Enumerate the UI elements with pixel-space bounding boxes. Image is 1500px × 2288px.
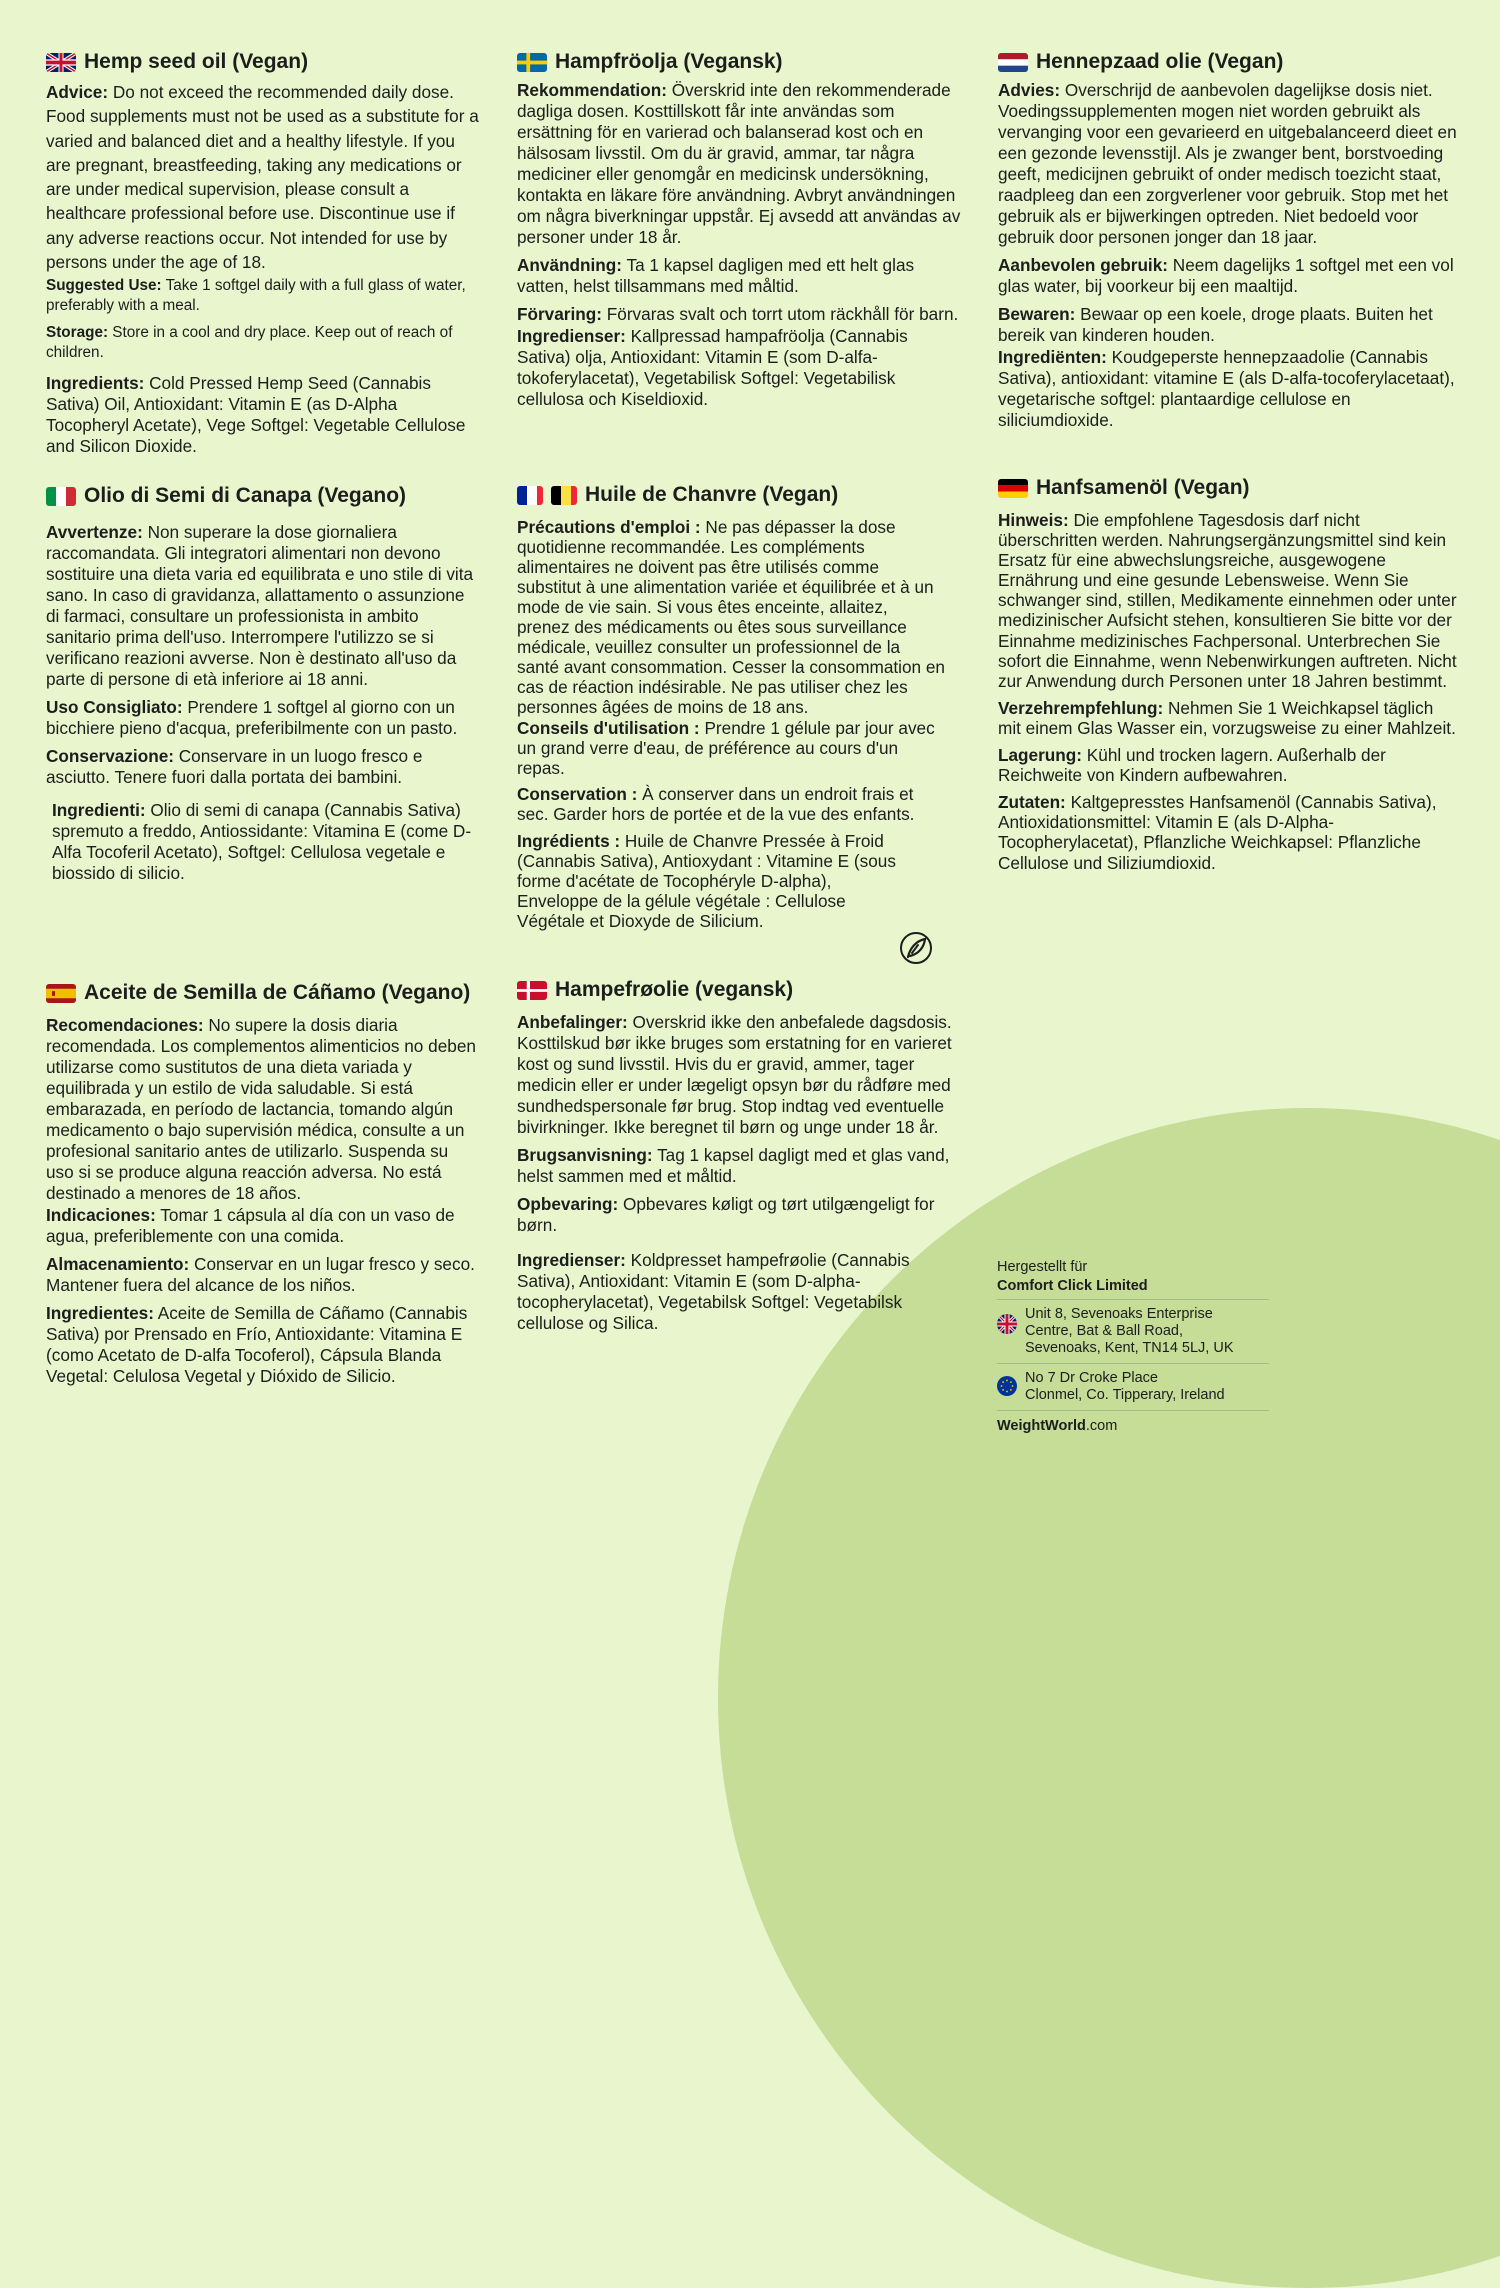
suggested-use-paragraph: Indicaciones: Tomar 1 cápsula al día con un vaso de agua, preferiblemente con una comida.	[46, 1205, 455, 1246]
storage-paragraph: Bewaren: Bewaar op een koele, droge plaats. Buiten het bereik van kinderen houden.	[998, 304, 1433, 345]
spain-flag-icon	[46, 984, 76, 1003]
section-title: Hennepzaad olie (Vegan)	[1036, 50, 1284, 73]
ingredients-paragraph: Ingrédients : Huile de Chanvre Pressée à Froid (Cannabis Sativa), Antioxydant : Vitamine E (sous forme d'acétate de Tocophéryle D-alpha), Enveloppe de la gélule végétale : Cellulose Végétale et Dioxyde de Silicium.	[517, 831, 896, 931]
suggested-use-paragraph: Verzehrempfehlung: Nehmen Sie 1 Weichkapsel täglich mit einem Glas Wasser ein, vorzugsweise zu einer Mahlzeit.	[998, 697, 1456, 738]
advice-paragraph: Advice: Do not exceed the recommended daily dose. Food supplements must not be used as a substitute for a varied and balanced diet and a healthy lifestyle. If you are pregnant, breastfeeding, taking any medications or are under medical supervision, please consult a healthcare professional before use. Discontinue use if any adverse reactions occur. Not intended for use by persons under the age of 18.	[46, 82, 479, 273]
ingredients-paragraph: Ingrediënten: Koudgeperste hennepzaadolie (Cannabis Sativa), antioxidant: vitamine E (als D-alfa-tocoferylacetaat), vegetarische softgel: plantaardige cellulose en siliciumdioxide.	[998, 347, 1455, 430]
advice-paragraph: Recomendaciones: No supere la dosis diaria recomendada. Los complementos alimenticios no deben utilizarse como sustitutos de una dieta variada y equilibrada y un estilo de vida saludable. Si está embarazada, en período de lactancia, tomando algún medicamento o bajo supervisión médica, consulte a un profesional sanitario antes de utilizarlo. Suspenda su uso si se produce alguna reacción adversa. No está destinado a menores de 18 años.	[46, 1015, 476, 1203]
made-for-label: Hergestellt für	[997, 1259, 1088, 1275]
storage-paragraph: Conservazione: Conservare in un luogo fresco e asciutto. Tenere fuori dalla portata dei bambini.	[46, 746, 423, 787]
ingredients-paragraph: Ingredienti: Olio di semi di canapa (Cannabis Sativa) spremuto a freddo, Antiossidante: Vitamina E (come D-Alfa Tocoferil Acetato), Softgel: Cellulosa vegetale e biossido di silicio.	[52, 800, 472, 883]
italy-flag-icon	[46, 487, 76, 506]
germany-flag-icon	[998, 479, 1028, 498]
eu-flag-icon	[997, 1376, 1017, 1396]
denmark-flag-icon	[517, 981, 547, 1000]
advice-paragraph: Anbefalinger: Overskrid ikke den anbefalede dagsdosis. Kosttilskud bør ikke bruges som erstatning for en varieret kost og sund livsstil. Hvis du er gravid, ammer, tager medicin eller er under lægeligt opsyn bør du rådføre med sundhedspersonale før brug. Stop indtag ved eventuelle bivirkninger. Ikke beregnet til børn og unge under 18 år.	[517, 1012, 952, 1137]
netherlands-flag-icon	[998, 53, 1028, 72]
section-german	[998, 476, 1458, 880]
storage-paragraph: Lagerung: Kühl und trocken lagern. Außerhalb der Reichweite von Kindern aufbewahren.	[998, 745, 1386, 786]
section-italian	[46, 484, 476, 891]
section-title: Hemp seed oil (Vegan)	[84, 50, 309, 73]
storage-paragraph: Förvaring: Förvaras svalt och torrt utom räckhåll för barn.	[517, 304, 959, 324]
france-flag-icon	[517, 486, 543, 505]
section-title: Olio di Semi di Canapa (Vegano)	[84, 484, 407, 507]
manufacturer-block	[997, 1258, 1269, 1436]
storage-paragraph: Almacenamiento: Conservar en un lugar fresco y seco. Mantener fuera del alcance de los niños.	[46, 1254, 475, 1295]
section-title: Hanfsamenöl (Vegan)	[1036, 476, 1250, 499]
storage-paragraph: Conservation : À conserver dans un endroit frais et sec. Garder hors de portée et de la vue des enfants.	[517, 784, 915, 824]
section-title: Hampefrøolie (vegansk)	[555, 978, 794, 1001]
ingredients-paragraph: Ingredientes: Aceite de Semilla de Cáñamo (Cannabis Sativa) por Prensado en Frío, Antioxidante: Vitamina E (como Acetato de D-alfa Tocoferol), Cápsula Blanda Vegetal: Celulosa Vegetal y Dióxido de Silicio.	[46, 1303, 468, 1386]
ingredients-paragraph: Zutaten: Kaltgepresstes Hanfsamenöl (Cannabis Sativa), Antioxidationsmittel: Vitamin E (als D-Alpha-Tocopherylacetat), Pflanzliche Weichkapsel: Pflanzliche Cellulose und Siliziumdioxid.	[998, 792, 1437, 873]
suggested-use-paragraph: Conseils d'utilisation : Prendre 1 gélule par jour avec un grand verre d'eau, de préférence au cours d'un repas.	[517, 718, 935, 778]
ingredients-paragraph: Ingredienser: Koldpresset hampefrøolie (Cannabis Sativa), Antioxidant: Vitamin E (som D-alpha-tocopherylacetat), Vegetabilsk Softgel: Vegetabilsk cellulose og Silica.	[517, 1250, 910, 1333]
vegan-leaf-icon	[898, 930, 934, 966]
ingredients-paragraph: Ingredienser: Kallpressad hampafröolja (Cannabis Sativa) olja, Antioxidant: Vitamin E (som D-alfa-tokoferylacetat), Vegetabilisk Softgel: Vegetabilisk cellulosa och Kiseldioxid.	[517, 326, 908, 409]
section-danish	[517, 978, 965, 1341]
eu-address: No 7 Dr Croke Place Clonmel, Co. Tipperary, Ireland	[997, 1363, 1269, 1410]
suggested-use-paragraph: Användning: Ta 1 kapsel dagligen med ett helt glas vatten, helst tillsammans med måltid.	[517, 255, 915, 296]
storage-paragraph: Opbevaring: Opbevares køligt og tørt utilgængeligt for børn.	[517, 1194, 935, 1235]
website-link[interactable]: WeightWorld.com	[997, 1410, 1269, 1436]
section-dutch	[998, 50, 1458, 438]
advice-paragraph: Advies: Overschrijd de aanbevolen dagelijkse dosis niet. Voedingssupplementen mogen niet worden gebruikt als vervanging voor een gevarieerd en uitgebalanceerd dieet en een gezonde levensstijl. Als je zwanger bent, borstvoeding geeft, medicijnen gebruikt of onder medisch toezicht staat, raadpleeg dan een zorgverlener voor gebruik. Stop met het gebruik als er bijwerkingen optreden. Niet bedoeld voor gebruik door personen jonger dan 18 jaar.	[998, 80, 1457, 247]
storage-paragraph: Storage: Store in a cool and dry place. Keep out of reach of children.	[46, 324, 453, 362]
advice-paragraph: Avvertenze: Non superare la dose giornaliera raccomandata. Gli integratori alimentari non devono sostituire una dieta varia ed equilibrata e uno stile di vita sano. In caso di gravidanza, allattamento o assunzione di farmaci, consultare un professionista in ambito sanitario prima dell'uso. Interrompere l'utilizzo se si verificano reazioni avverse. Non è destinato all'uso da parte di persone di età inferiore ai 18 anni.	[46, 522, 474, 689]
advice-paragraph: Précautions d'emploi : Ne pas dépasser la dose quotidienne recommandée. Les compléments alimentaires ne doivent pas être utilisés comme substitut à une alimentation variée et équilibrée et à un mode de vie sain. Si vous êtes enceinte, allaitez, prenez des médicaments ou êtes sous surveillance médicale, veuillez consulter un professionnel de la santé avant consommation. Cesser la consommation en cas de réaction indésirable. Ne pas utiliser chez les personnes âgées de moins de 18 ans.	[517, 517, 945, 717]
section-title: Aceite de Semilla de Cáñamo (Vegano)	[84, 981, 471, 1004]
suggested-use-paragraph: Aanbevolen gebruik: Neem dagelijks 1 softgel met een vol glas water, bij voorkeur bij een maaltijd.	[998, 255, 1454, 296]
section-title: Hampfröolja (Vegansk)	[555, 50, 783, 73]
sweden-flag-icon	[517, 53, 547, 72]
section-swedish	[517, 50, 961, 417]
company-name: Comfort Click Limited	[997, 1278, 1148, 1294]
section-french	[517, 483, 945, 938]
ingredients-paragraph: Ingredients: Cold Pressed Hemp Seed (Cannabis Sativa) Oil, Antioxidant: Vitamin E (as D-Alpha Tocopheryl Acetate), Vege Softgel: Vegetable Cellulose and Silicon Dioxide.	[46, 373, 466, 457]
section-title: Huile de Chanvre (Vegan)	[585, 483, 839, 506]
advice-paragraph: Rekommendation: Överskrid inte den rekommenderade dagliga dosen. Kosttillskott får inte användas som ersättning för en varierad och balanserad kost och en hälsosam livsstil. Om du är gravid, ammar, tar några mediciner eller genomgår en medicinsk undersökning, kontakta en läkare före användning. Avbryt användningen om några biverkningar uppstår. Ej avsedd att användas av personer under 18 år.	[517, 80, 961, 247]
section-spanish	[46, 981, 478, 1394]
section-english	[46, 50, 482, 464]
belgium-flag-icon	[551, 486, 577, 505]
uk-address: Unit 8, Sevenoaks Enterprise Centre, Bat & Ball Road, Sevenoaks, Kent, TN14 5LJ, UK	[997, 1299, 1269, 1363]
suggested-use-paragraph: Uso Consigliato: Prendere 1 softgel al giorno con un bicchiere pieno d'acqua, preferibilmente con un pasto.	[46, 697, 458, 738]
uk-flag-icon	[46, 53, 76, 72]
uk-flag-icon	[997, 1314, 1017, 1334]
suggested-use-paragraph: Brugsanvisning: Tag 1 kapsel dagligt med et glas vand, helst sammen med et måltid.	[517, 1145, 950, 1186]
suggested-use-paragraph: Suggested Use: Take 1 softgel daily with a full glass of water, preferably with a meal.	[46, 277, 466, 315]
advice-paragraph: Hinweis: Die empfohlene Tagesdosis darf nicht überschritten werden. Nahrungsergänzungsmittel sind kein Ersatz für eine abwechslungsreiche, ausgewogene Ernährung und eine gesunde Lebensweise. Wenn Sie schwanger sind, stillen, Medikamente einnehmen oder unter medizinischer Aufsicht stehen, konsultieren Sie bitte vor der Einnahme medizinisches Fachpersonal. Unterbrechen Sie sofort die Einnahme, wenn Nebenwirkungen auftreten. Nicht zur Anwendung durch Personen unter 18 Jahren bestimmt.	[998, 510, 1457, 691]
